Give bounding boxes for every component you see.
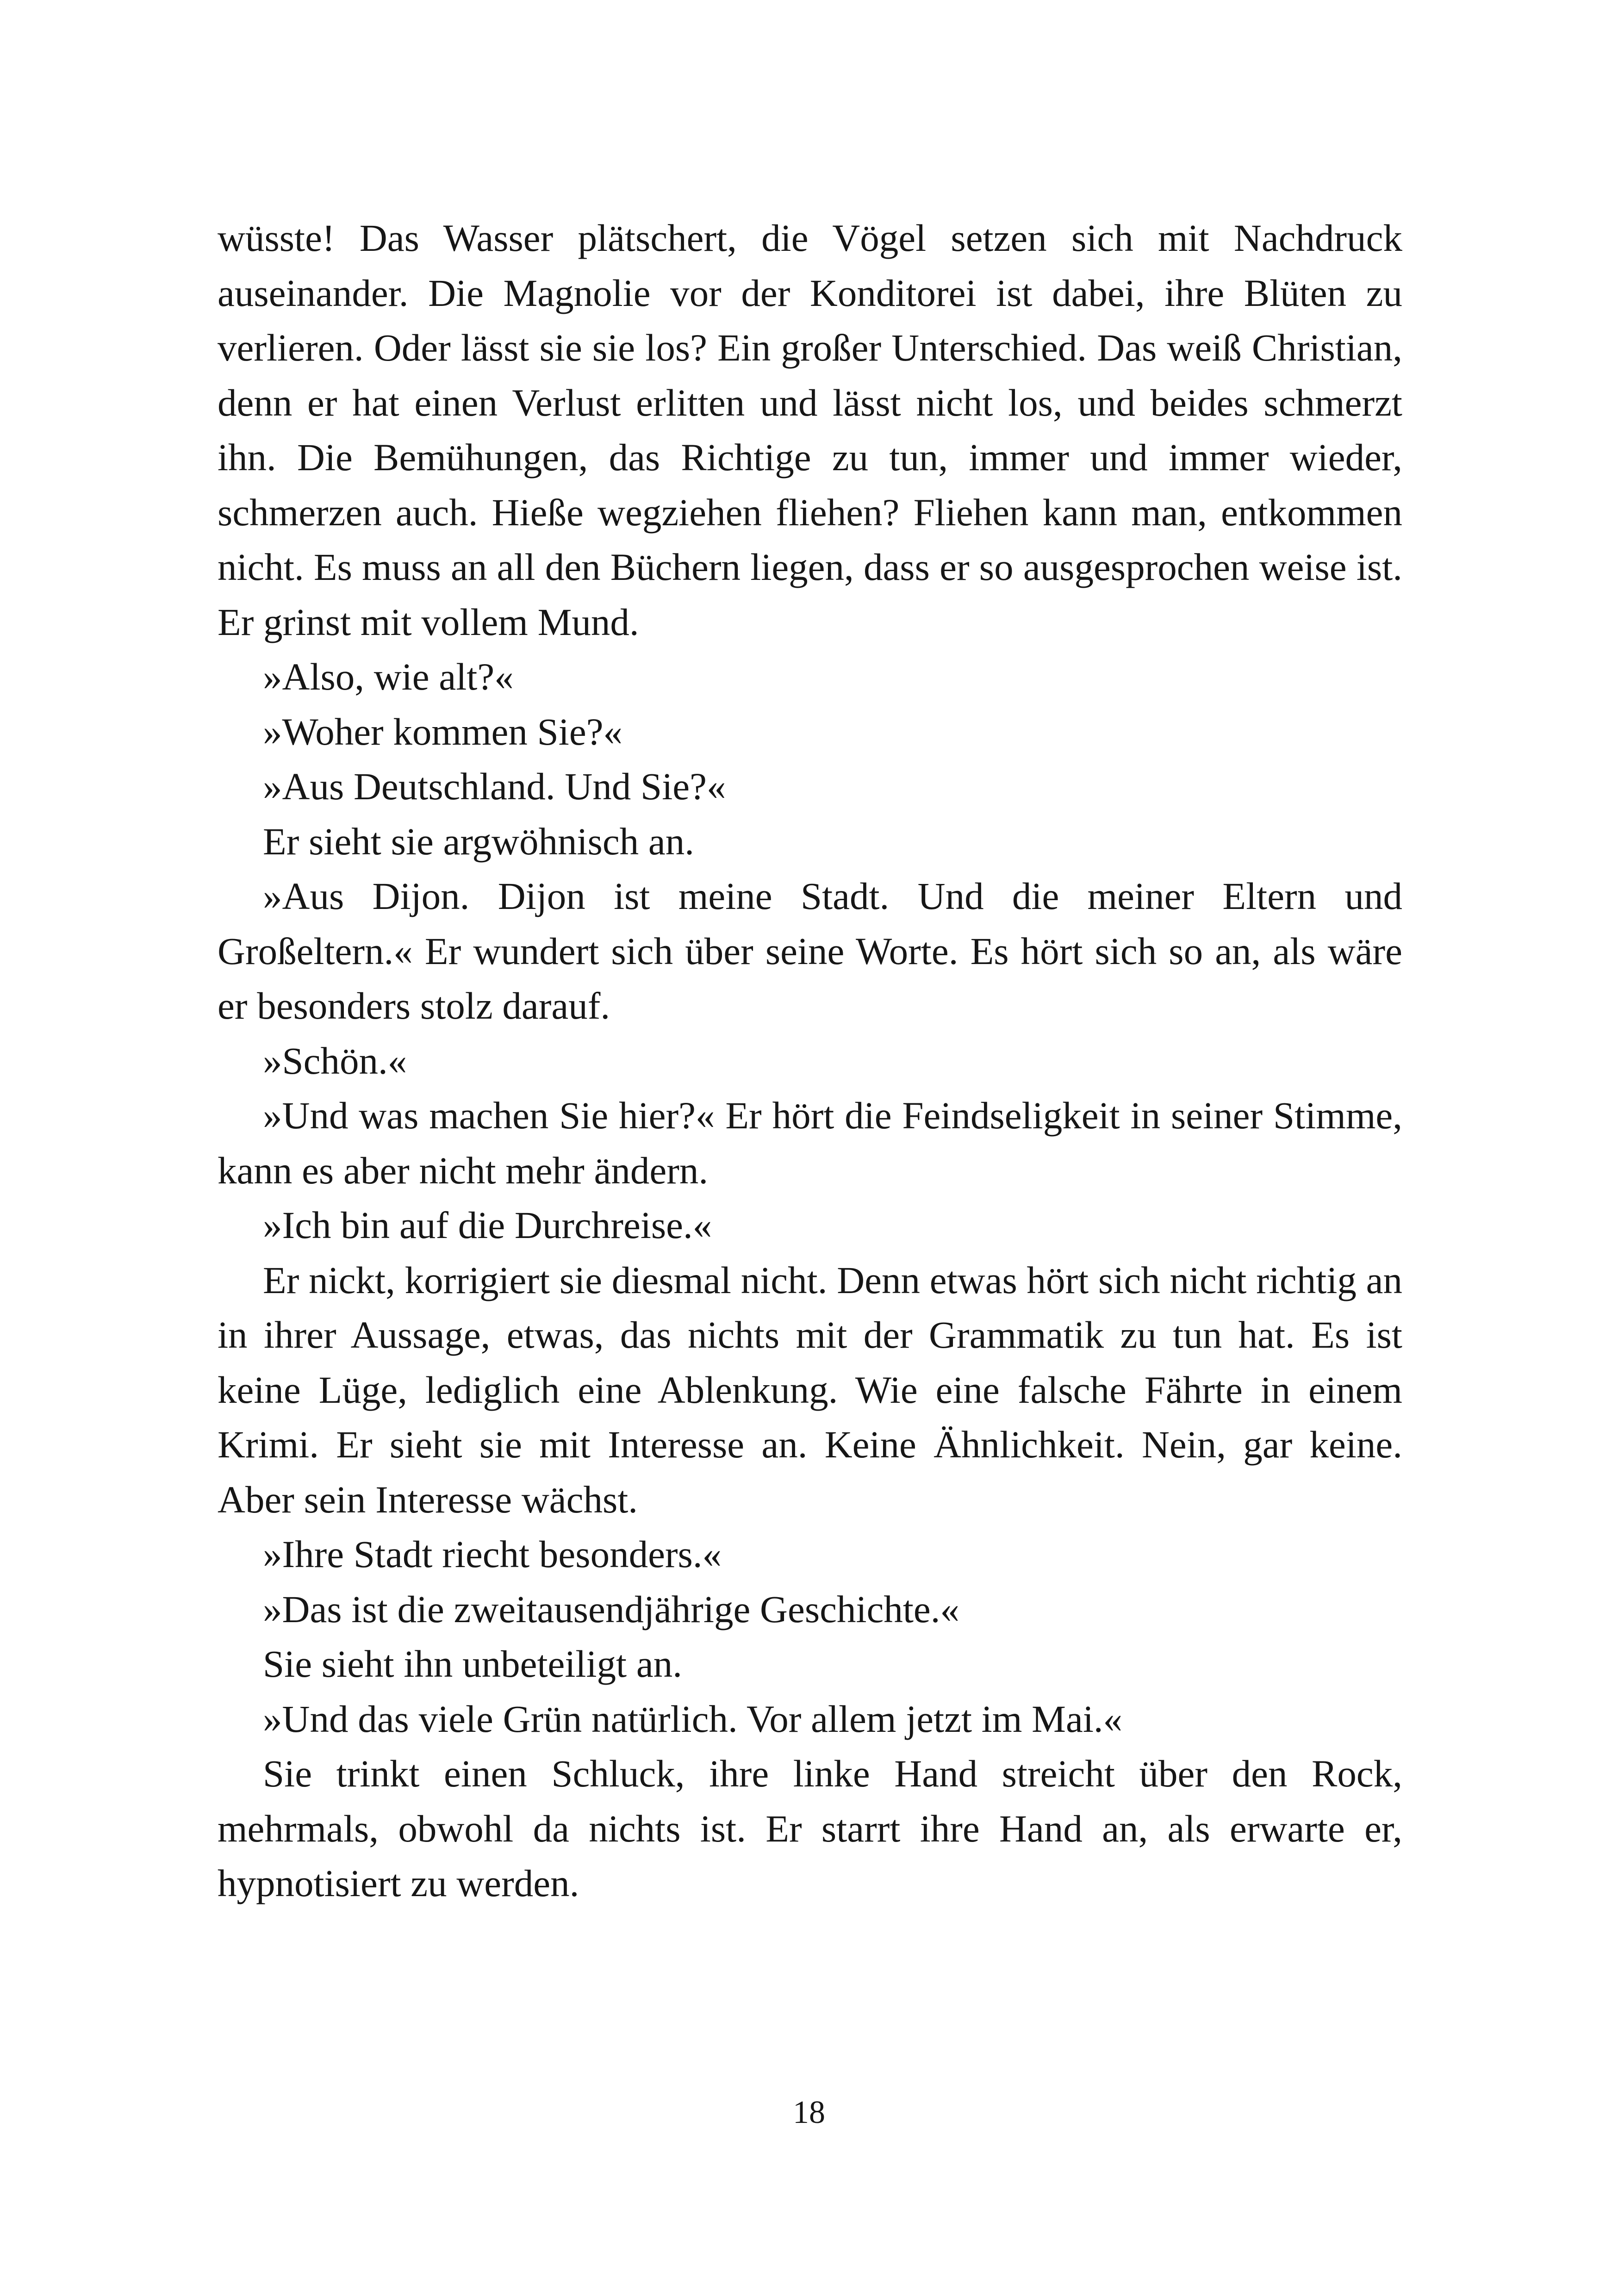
paragraph: Sie trinkt einen Schluck, ihre linke Hand streicht über den Rock, mehrmals, obwohl da nichts ist. Er starrt ihre Hand an, als erwarte er, hypnotisiert zu werden. [218, 1752, 1402, 1904]
paragraph: »Also, wie alt?« [263, 655, 514, 698]
paragraph: »Ich bin auf die Durchreise.« [263, 1204, 712, 1246]
paragraph: »Und das viele Grün natürlich. Vor allem jetzt im Mai.« [263, 1697, 1123, 1740]
paragraph: »Aus Dijon. Dijon ist meine Stadt. Und die meiner Eltern und Großeltern.« Er wundert sich über seine Worte. Es hört sich so an, als wäre er besonders stolz darauf. [218, 875, 1402, 1027]
paragraph: »Schön.« [263, 1039, 407, 1082]
paragraph: »Das ist die zweitausendjährige Geschichte.« [263, 1587, 960, 1630]
paragraph: Sie sieht ihn unbeteiligt an. [263, 1643, 682, 1685]
paragraph: Er nickt, korrigiert sie diesmal nicht. Denn etwas hört sich nicht richtig an in ihrer Aussage, etwas, das nichts mit der Grammatik zu tun hat. Es ist keine Lüge, lediglich eine Ablenkung. Wie eine falsche Fährte in einem Krimi. Er sieht sie mit Interesse an. Keine Ähnlichkeit. Nein, gar keine. Aber sein Interesse wächst. [218, 1258, 1402, 1521]
paragraph: »Ihre Stadt riecht besonders.« [263, 1533, 722, 1575]
body-text [218, 211, 1402, 1911]
page-number: 18 [793, 2095, 825, 2130]
paragraph: »Aus Deutschland. Und Sie?« [263, 765, 726, 808]
paragraph: »Woher kommen Sie?« [263, 710, 623, 753]
paragraph: »Und was machen Sie hier?« Er hört die Feindseligkeit in seiner Stimme, kann es aber nicht mehr ändern. [218, 1094, 1402, 1192]
paragraph: wüsste! Das Wasser plätschert, die Vögel setzen sich mit Nachdruck auseinander. Die Magnolie vor der Konditorei ist dabei, ihre Blüten zu verlieren. Oder lässt sie sie los? Ein großer Unterschied. Das weiß Christian, denn er hat einen Verlust erlitten und lässt nicht los, und beides schmerzt ihn. Die Bemühungen, das Richtige zu tun, immer und immer wieder, schmerzen auch. Hieße wegziehen fliehen? Fliehen kann man, entkommen nicht. Es muss an all den Büchern liegen, dass er so ausgesprochen weise ist. Er grinst mit vollem Mund. [218, 217, 1402, 643]
paragraph: Er sieht sie argwöhnisch an. [263, 820, 695, 863]
